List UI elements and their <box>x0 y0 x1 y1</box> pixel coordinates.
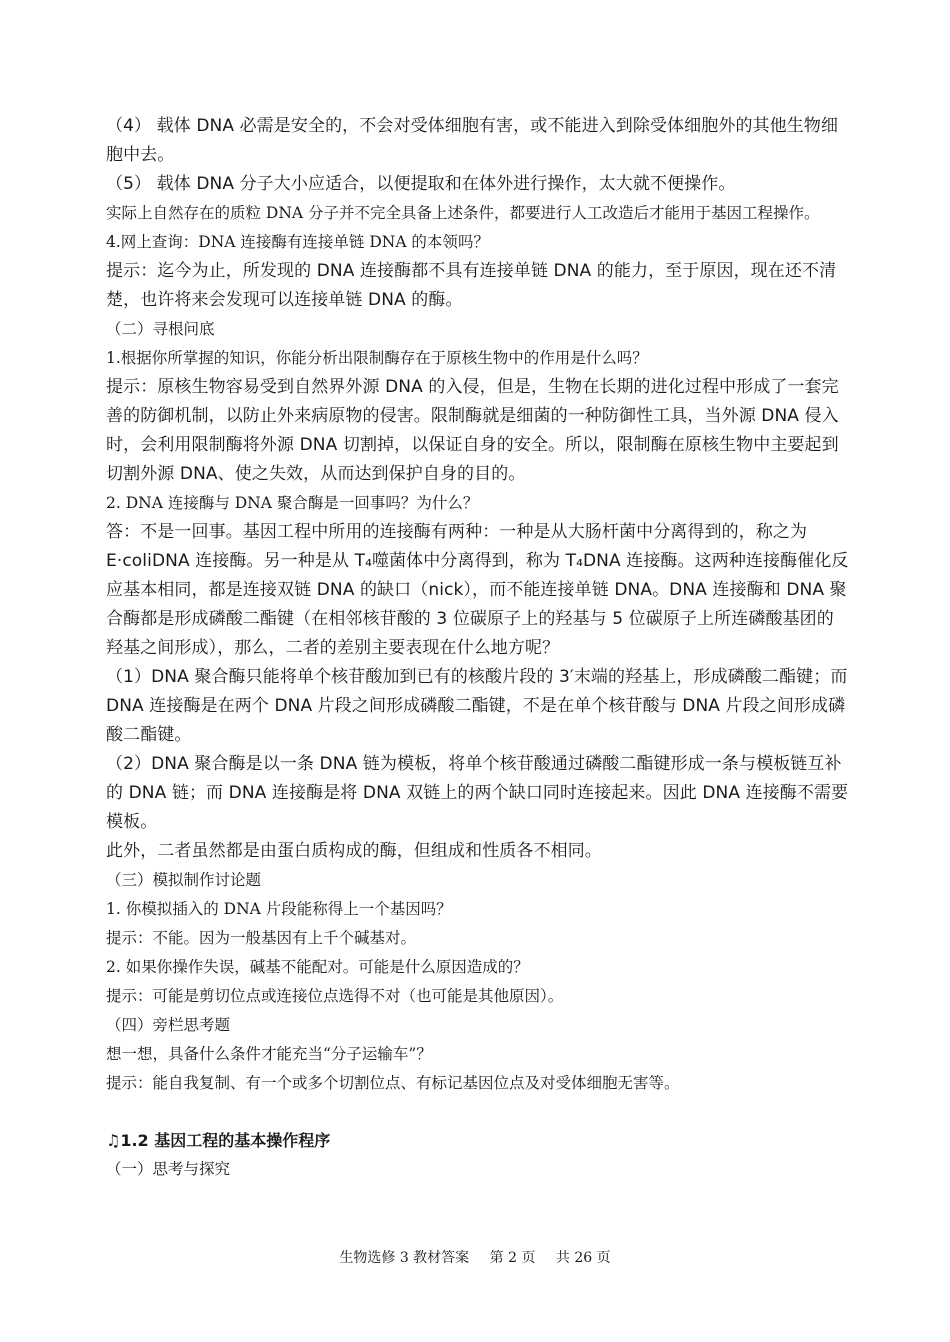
footer-doc-title: 生物选修 3 教材答案 <box>339 1250 470 1266</box>
section-heading-2: （二）寻根问底 <box>106 320 215 338</box>
hint-molecular-carrier: 提示：能自我复制、有一个或多个切割位点、有标记基因位点及对受体细胞无害等。 <box>106 1074 680 1092</box>
hint-base-pairing: 提示：可能是剪切位点或连接位点选得不对（也可能是其他原因）。 <box>106 987 564 1005</box>
question-restriction-enzyme: 1.根据你所掌握的知识，你能分析出限制酶存在于原核生物中的作用是什么吗？ <box>106 349 648 367</box>
footer-page-number: 第 2 页 <box>489 1250 536 1266</box>
footer-total-pages: 共 26 页 <box>555 1250 611 1266</box>
section-heading-3: （三）模拟制作讨论题 <box>106 871 262 889</box>
paragraph-plasmid-modification: 实际上自然存在的质粒 DNA 分子并不完全具备上述条件，都要进行人工改造后才能用于基因工程操作。 <box>106 204 820 222</box>
paragraph-carrier-size: （5） 载体 DNA 分子大小应适合，以便提取和在体外进行操作，太大就不便操作。 <box>106 174 736 194</box>
answer-point-2: （2）DNA 聚合酶是以一条 DNA 链为模板，将单个核苷酸通过磷酸二酯键形成一条与模板链互补的 DNA 链；而 DNA 连接酶是将 DNA 双链上的两个缺口同时连接起来。因此 DNA 连接酶不需要模板。 <box>106 754 849 832</box>
question-molecular-carrier: 想一想，具备什么条件才能充当“分子运输车”？ <box>106 1045 432 1063</box>
question-ligase-single-strand: 4.网上查询：DNA 连接酶有连接单链 DNA 的本领吗？ <box>106 233 489 251</box>
answer-additional: 此外，二者虽然都是由蛋白质构成的酶，但组成和性质各不相同。 <box>106 841 602 861</box>
question-base-pairing: 2. 如果你操作失误，碱基不能配对。可能是什么原因造成的？ <box>106 958 529 976</box>
page-footer <box>0 1247 950 1267</box>
section-heading-4: （四）旁栏思考题 <box>106 1016 231 1034</box>
document-body <box>106 112 850 1184</box>
answer-point-1: （1）DNA 聚合酶只能将单个核苷酸加到已有的核酸片段的 3′末端的羟基上，形成磷酸二酯键；而 DNA 连接酶是在两个 DNA 片段之间形成磷酸二酯键，不是在单个核苷酸与 DNA 片段之间形成磷酸二酯键。 <box>106 667 848 745</box>
hint-dna-fragment-gene: 提示：不能。因为一般基因有上千个碱基对。 <box>106 929 417 947</box>
answer-ligase-vs-polymerase: 答：不是一回事。基因工程中所用的连接酶有两种：一种是从大肠杆菌中分离得到的，称之为 E·coliDNA 连接酶。另一种是从 T₄噬菌体中分离得到，称为 T₄DNA 连接酶。这两种连接酶催化反应基本相同，都是连接双链 DNA 的缺口（nick），而不能连接单链 DNA。DNA 连接酶和 DNA 聚合酶都是形成磷酸二酯键（在相邻核苷酸的 3 位碳原子上的羟基与 5 位碳原子上所连磷酸基团的羟基之间形成），那么，二者的差别主要表现在什么地方呢？ <box>106 522 849 658</box>
section-heading-think-explore: （一）思考与探究 <box>106 1160 231 1178</box>
question-ligase-vs-polymerase: 2. DNA 连接酶与 DNA 聚合酶是一回事吗？为什么？ <box>106 494 479 512</box>
chapter-heading: ♫1.2 基因工程的基本操作程序 <box>106 1131 331 1150</box>
hint-restriction-enzyme: 提示：原核生物容易受到自然界外源 DNA 的入侵，但是，生物在长期的进化过程中形成了一套完善的防御机制，以防止外来病原物的侵害。限制酶就是细菌的一种防御性工具，当外源 DNA 侵入时，会利用限制酶将外源 DNA 切割掉，以保证自身的安全。所以，限制酶在原核生物中主要起到切割外源 DNA、使之失效，从而达到保护自身的目的。 <box>106 377 839 484</box>
paragraph-carrier-safety: （4） 载体 DNA 必需是安全的，不会对受体细胞有害，或不能进入到除受体细胞外的其他生物细胞中去。 <box>106 116 839 165</box>
hint-ligase-single-strand: 提示：迄今为止，所发现的 DNA 连接酶都不具有连接单链 DNA 的能力，至于原因，现在还不清楚，也许将来会发现可以连接单链 DNA 的酶。 <box>106 261 837 310</box>
question-dna-fragment-gene: 1. 你模拟插入的 DNA 片段能称得上一个基因吗？ <box>106 900 452 918</box>
